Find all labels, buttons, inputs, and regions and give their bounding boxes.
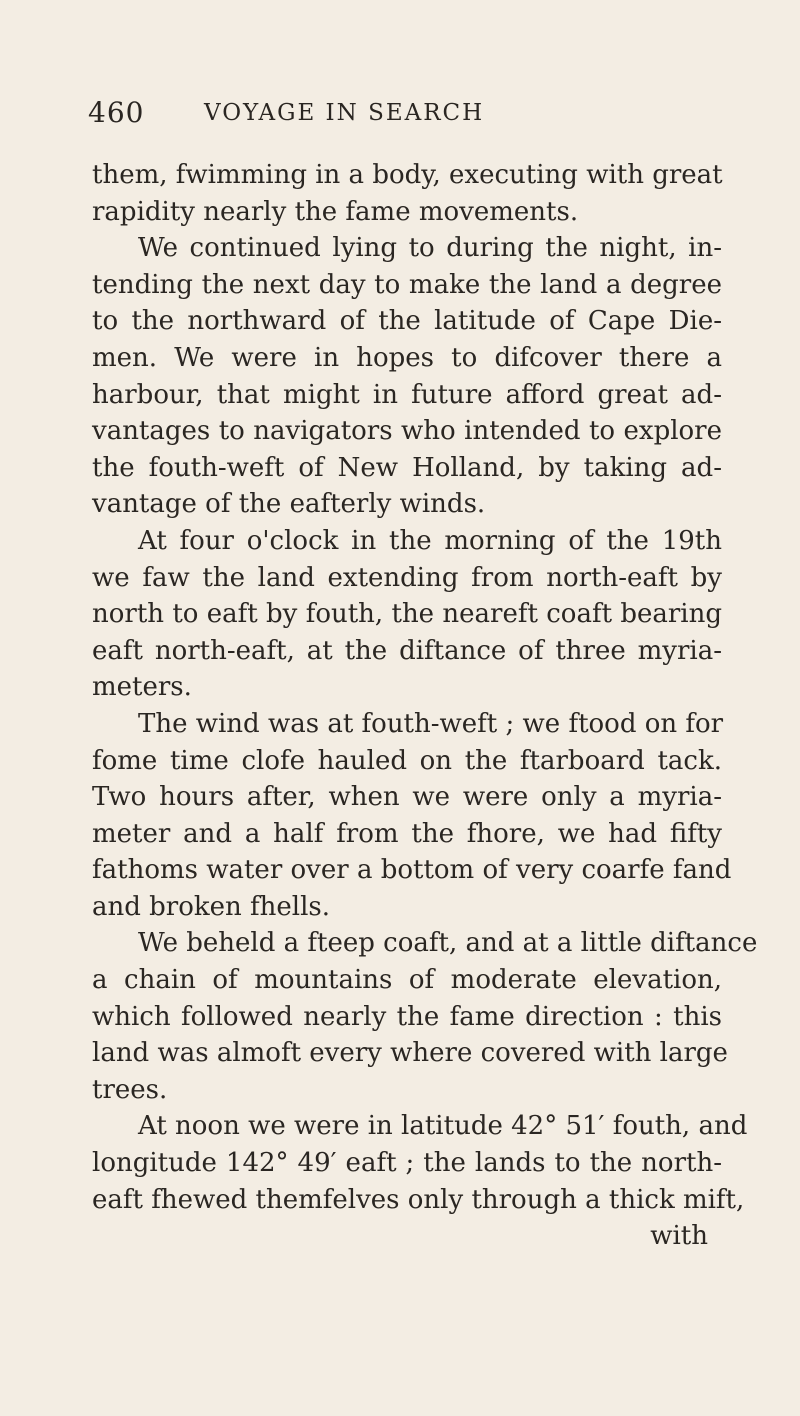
- text-line: and broken fhells.: [92, 891, 331, 922]
- text-line: tending the next day to make the land a degree: [92, 269, 722, 300]
- text-line: meter and a half from the fhore, we had fifty: [92, 818, 722, 849]
- text-line: rapidity nearly the fame movements.: [92, 196, 579, 227]
- page-number: 460: [88, 96, 145, 129]
- text-line: eaft fhewed themfelves only through a thick mift,: [92, 1184, 745, 1215]
- text-line: fathoms water over a bottom of very coarfe fand: [92, 855, 732, 886]
- text-line: Two hours after, when we were only a myria-: [92, 782, 722, 813]
- text-line: At four o'clock in the morning of the 19th: [138, 525, 722, 556]
- text-line: men. We were in hopes to difcover there a: [92, 342, 722, 373]
- text-line: land was almoft every where covered with large: [92, 1038, 728, 1069]
- text-line: the fouth-weft of New Holland, by taking ad-: [92, 452, 722, 483]
- catchword: with: [650, 1221, 708, 1252]
- text-line: we faw the land extending from north-eaft by: [92, 562, 722, 593]
- text-line: longitude 142° 49′ eaft ; the lands to the north-: [92, 1148, 722, 1179]
- text-line: vantages to navigators who intended to explore: [92, 416, 722, 447]
- text-line: which followed nearly the fame direction : this: [92, 1001, 722, 1032]
- text-line: eaft north-eaft, at the diftance of three myria-: [92, 635, 722, 666]
- text-line: trees.: [92, 1074, 168, 1105]
- text-line: At noon we were in latitude 42° 51′ fouth, and: [138, 1111, 748, 1142]
- text-line: them, fwimming in a body, executing with great: [92, 160, 723, 190]
- running-head: [88, 96, 718, 136]
- text-line: fome time clofe hauled on the ftarboard tack.: [92, 745, 722, 776]
- text-line: meters.: [92, 672, 192, 703]
- text-line: a chain of mountains of moderate elevation,: [92, 965, 722, 996]
- text-body: [92, 157, 758, 1255]
- text-line: We beheld a fteep coaft, and at a little diftance: [138, 928, 758, 959]
- text-line: north to eaft by fouth, the neareft coaft bearing: [92, 599, 722, 630]
- text-line: vantage of the eafterly winds.: [92, 489, 486, 520]
- text-line: harbour, that might in future afford great ad-: [92, 379, 722, 410]
- text-line: We continued lying to during the night, in-: [138, 233, 722, 264]
- running-head-title: VOYAGE IN SEARCH: [204, 100, 485, 126]
- text-line: The wind was at fouth-weft ; we ftood on for: [138, 708, 724, 739]
- text-line: to the northward of the latitude of Cape Die-: [92, 306, 722, 337]
